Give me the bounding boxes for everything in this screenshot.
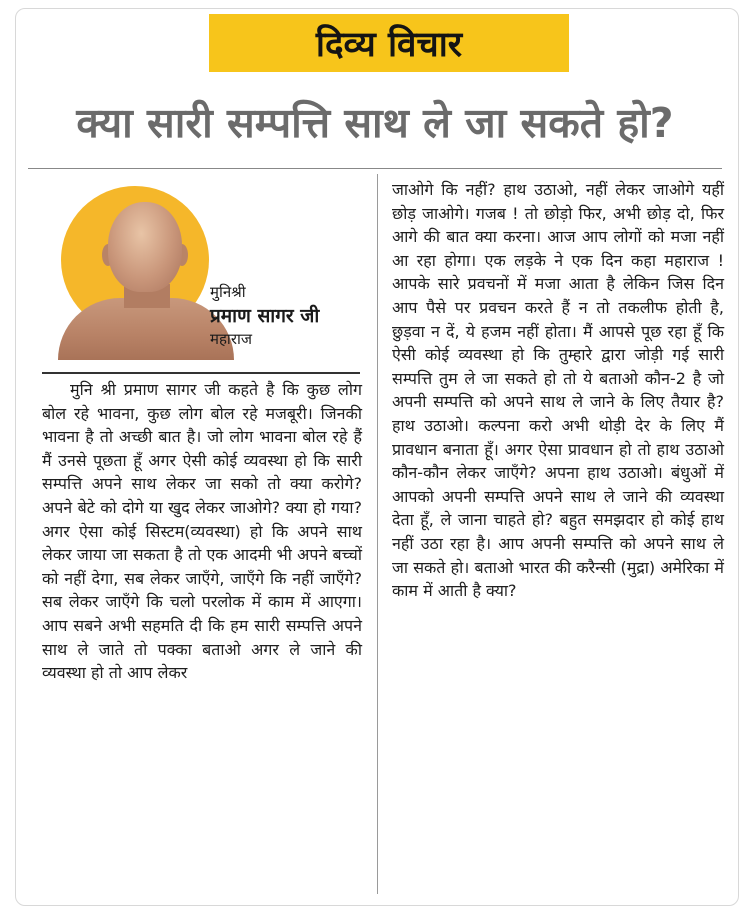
article-headline: क्या सारी सम्पत्ति साथ ले जा सकते हो? — [76, 99, 674, 147]
section-banner: दिव्य विचार — [209, 14, 569, 72]
column-divider — [377, 174, 378, 894]
author-byline — [210, 282, 360, 350]
portrait-head — [108, 202, 182, 292]
author-name: प्रमाण सागर जी — [210, 305, 320, 327]
header-divider — [28, 168, 722, 169]
byline-divider — [42, 372, 360, 374]
byline-prefix: मुनिश्री — [210, 283, 246, 301]
article-left-column: मुनि श्री प्रमाण सागर जी कहते है कि कुछ लोग बोल रहे भावना, कुछ लोग बोल रहे मजबूरी। जिनकी भावना है तो अच्छी बात है। जो लोग भावना बोल रहे हैं मैं उनसे पूछता हूँ अगर ऐसी कोई व्यवस्था हो कि सारी सम्पत्ति अपने साथ लेकर जा सको तो क्या करोगे? अपने बेटे को दोगे या खुद लेकर जाओगे? क्या हो गया? अगर ऐसा कोई सिस्टम(व्यवस्था) हो कि अपने साथ लेकर जाया जा सकता है तो एक आदमी भी अपने बच्चों को नहीं देगा, सब लेकर जाएँगे, जाएँगे कि नहीं जाएँगे? सब लेकर जाएँगे कि चलो परलोक में काम में आएगा। आप सबने अभी सहमति दी कि हम सारी सम्पत्ति अपने साथ ले जाते तो पक्का बताओ अगर ले जाने की व्यवस्था हो तो आप लेकर — [42, 380, 362, 683]
byline-suffix: महाराज — [210, 330, 252, 348]
article-right-column: जाओगे कि नहीं? हाथ उठाओ, नहीं लेकर जाओगे यहीं छोड़ जाओगे। गजब ! तो छोड़ो फिर, अभी छोड़ दो, फिर आगे की बात क्या करना। आज आप लोगों को मजा नहीं आ रहा होगा। एक लड़के ने एक दिन कहा महाराज ! आपके सारे प्रवचनों में मजा आता है लेकिन जिस दिन आप पैसे पर प्रवचन करते हैं न तो तकलीफ होती है, छुड़वा न दें, ये हजम नहीं होता। मैं आपसे पूछ रहा हूँ कि ऐसी कोई व्यवस्था हो कि तुम्हारे द्वारा जोड़ी गई सारी सम्पत्ति तुम ले जा सकते हो तो ये बताओ कौन-2 है जो अपनी सम्पत्ति को अपने साथ ले जाने के लिए तैयार है? हाथ उठाओ। कल्पना करो अभी थोड़ी देर के लिए मैं प्रावधान बनाता हूँ। अगर ऐसा प्रावधान हो तो हाथ उठाओ कौन-कौन लेकर जाएँगे? अपना हाथ उठाओ। बंधुओं में आपको अपनी सम्पत्ति अपने साथ ले जाने की व्यवस्था देता हूँ, ले जाना चाहते हो? बहुत समझदार हो कोई हाथ नहीं उठा रहा है। आप अपनी सम्पत्ति को अपने साथ ले जा सकते हो। बताओ भारत की करैन्सी (मुद्रा) अमेरिका में काम में आती है क्या? — [392, 180, 724, 601]
